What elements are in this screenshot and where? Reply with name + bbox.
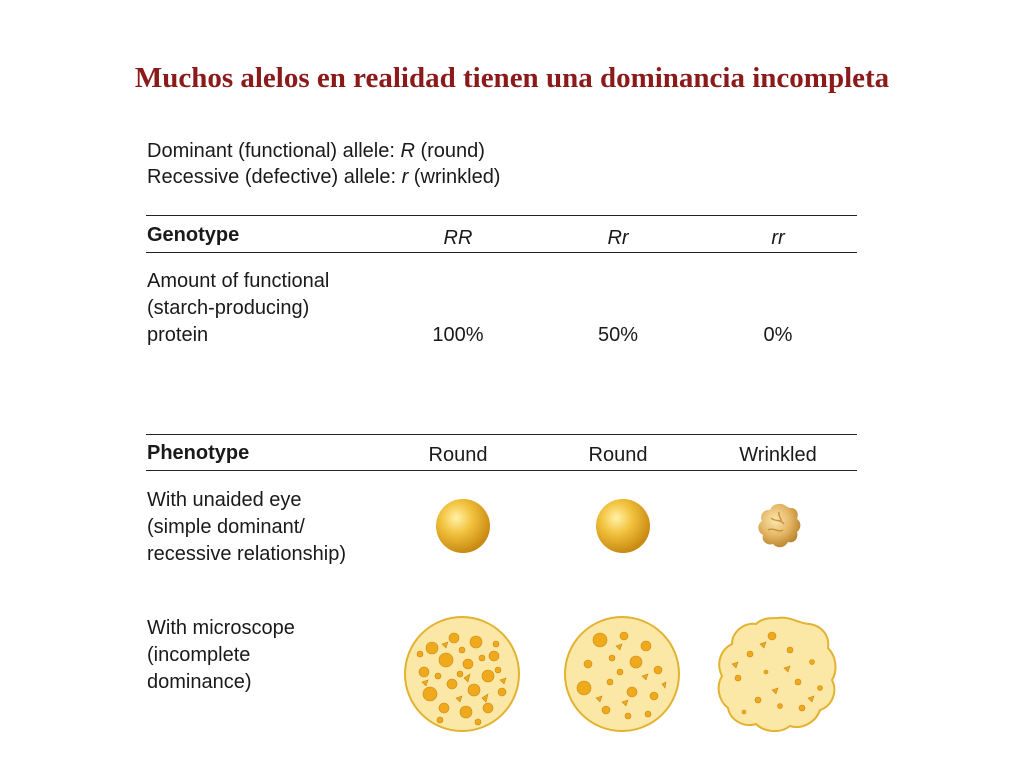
protein-value-rr-dominant: 100% (432, 324, 484, 346)
genotype-header-rule (146, 252, 857, 253)
phenotype-col-3: Wrinkled (739, 444, 817, 466)
microscope-cell-rr-image (402, 614, 522, 734)
genotype-header-label: Genotype (147, 224, 240, 246)
genotype-col-rr-dominant: RR (443, 227, 473, 249)
genotype-col-heterozygous: Rr (607, 227, 629, 249)
phenotype-header-label: Phenotype (147, 442, 250, 464)
wrinkled-seed-image (753, 500, 805, 552)
round-seed-rr-heterozygous-image (593, 496, 653, 556)
phenotype-col-2: Round (588, 444, 648, 466)
dominant-allele-line: Dominant (functional) allele: R (round) (147, 140, 485, 162)
phenotype-col-1: Round (428, 444, 488, 466)
microscope-cell-rr-heterozygous-image (562, 614, 682, 734)
microscope-cell-wrinkled-image (714, 612, 842, 736)
microscope-row-label-3: dominance) (147, 671, 252, 693)
microscope-row-label-1: With microscope (147, 617, 295, 639)
eye-row-label-1: With unaided eye (147, 489, 302, 511)
eye-row-label-2: (simple dominant/ (147, 516, 305, 538)
genotype-top-rule (146, 215, 857, 216)
round-seed-rr-image (433, 496, 493, 556)
phenotype-top-rule (146, 434, 857, 435)
protein-row-label-2: (starch-producing) (147, 297, 310, 319)
recessive-allele-symbol: r (401, 166, 409, 188)
protein-value-heterozygous: 50% (597, 324, 639, 346)
phenotype-header-rule (146, 470, 857, 471)
genotype-col-rr-recessive: rr (771, 227, 785, 249)
microscope-row-label-2: (incomplete (147, 644, 251, 666)
eye-row-label-3: recessive relationship) (147, 543, 346, 565)
protein-row-label-3: protein (147, 324, 209, 346)
recessive-allele-line: Recessive (defective) allele: r (wrinkled) (147, 166, 501, 188)
slide-title: Muchos alelos en realidad tienen una dominancia incompleta (134, 62, 890, 94)
dominant-allele-symbol: R (400, 140, 415, 162)
protein-row-label-1: Amount of functional (147, 270, 330, 292)
protein-value-rr-recessive: 0% (763, 324, 793, 346)
